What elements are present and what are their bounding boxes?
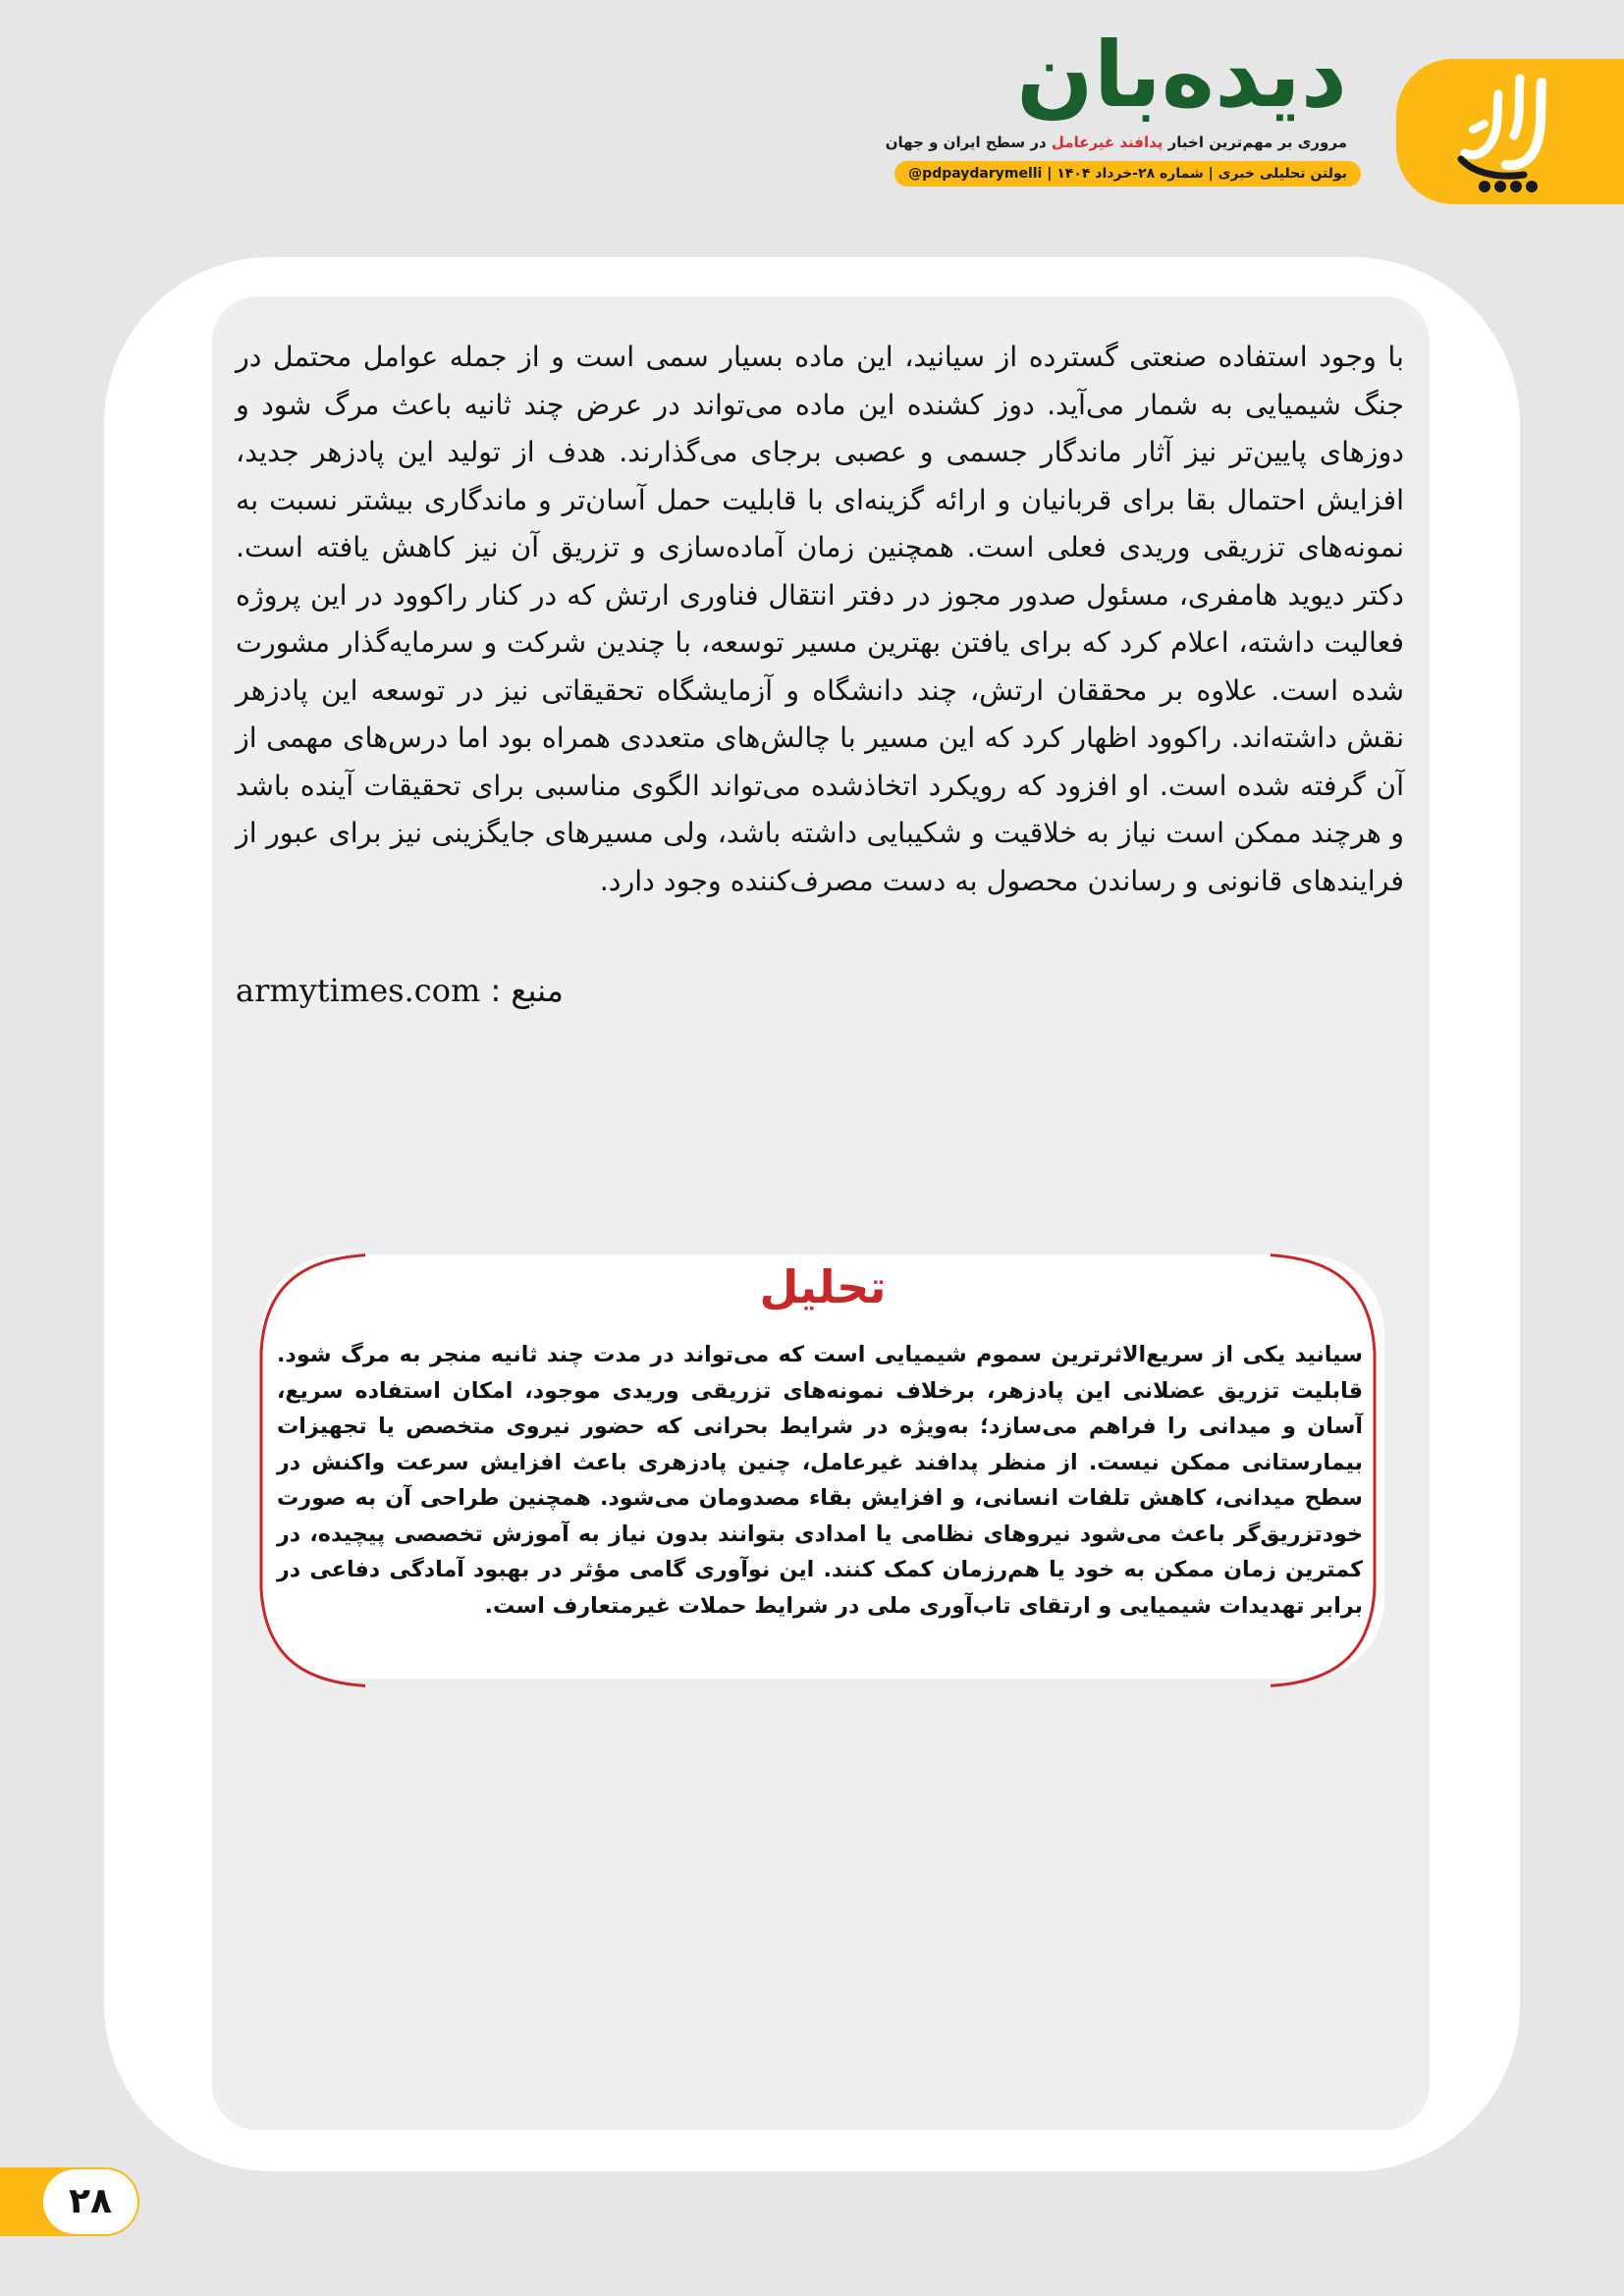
page-number: ۲۸ (43, 2169, 137, 2234)
masthead-tagline (885, 133, 1347, 151)
tagline-after: در سطح ایران و جهان (885, 133, 1047, 151)
article-source (236, 972, 785, 1009)
analysis-body: سیانید یکی از سریع‌الاثرترین سموم شیمیایی است که می‌تواند در مدت چند ثانیه منجر به مرگ شود. قابلیت تزریق عضلانی این پادزهر، برخلاف نمونه‌های تزریقی وریدی موجود، امکان استفاده سریع، آسان و میدانی را فراهم می‌سازد؛ به‌ویژه در شرایط بحرانی که حضور نیروی متخصص یا تجهیزات بیمارستانی ممکن نیست. از منظر پدافند غیرعامل، چنین پادزهری باعث افزایش سرعت واکنش در سطح میدانی، کاهش تلفات انسانی، و افزایش بقاء مصدومان می‌شود. همچنین طراحی آن به صورت خودتزریق‌گر باعث می‌شود نیروهای نظامی یا امدادی بتوانند بدون نیاز به آموزش تخصصی پیچیده، در کمترین زمان ممکن به خود یا هم‌رزمان کمک کنند. این نوآوری گامی مؤثر در بهبود آمادگی دفاعی در برابر تهدیدات شیمیایی و ارتقای تاب‌آوری ملی در شرایط حملات غیرمتعارف است. (277, 1342, 1363, 1619)
source-link[interactable]: armytimes.com (236, 972, 481, 1009)
issue-info-badge (894, 161, 1361, 187)
brand-logo-badge (1396, 59, 1624, 204)
tagline-before: مروری بر مهم‌ترین اخبار (1167, 133, 1347, 151)
social-handle[interactable]: @pdpaydarymelli (908, 166, 1043, 182)
brand-logo-icon (1434, 65, 1581, 202)
article-body: با وجود استفاده صنعتی گسترده از سیانید، این ماده بسیار سمی است و از جمله عوامل محتمل در جنگ شیمیایی به شمار می‌آید. دوز کشنده این ماده می‌تواند در عرض چند ثانیه باعث مرگ شود و دوزهای پایین‌تر نیز آثار ماندگار جسمی و عصبی برجای می‌گذارند. هدف از تولید این پادزهر جدید، افزایش احتمال بقا برای قربانیان و ارائه گزینه‌ای با قابلیت حمل آسان‌تر و ماندگاری بیشتر نسبت به نمونه‌های تزریقی وریدی فعلی است. همچنین زمان آماده‌سازی و تزریق آن نیز کاهش یافته است. دکتر دیوید هامفری، مسئول صدور مجوز در دفتر انتقال فناوری ارتش که در کنار راکوود در این پروژه فعالیت داشته، اعلام کرد که برای یافتن بهترین مسیر توسعه، با چندین شرکت و سرمایه‌گذار مشورت شده است. علاوه بر محققان ارتش، چند دانشگاه و آزمایشگاه تحقیقاتی نیز در توسعه این پادزهر نقش داشته‌اند. راکوود اظهار کرد که این مسیر با چالش‌های متعددی همراه بود اما درس‌های مهمی از آن گرفته شده است. او افزود که رویکرد اتخاذشده می‌تواند الگوی مناسبی برای تحقیقات آینده باشد و هرچند ممکن است نیاز به خلاقیت و شکیبایی داشته باشد، ولی مسیرهای جایگزینی نیز برای عبور از فرایندهای قانونی و رساندن محصول به دست مصرف‌کننده وجود دارد. (236, 341, 1404, 897)
source-label: منبع : (490, 972, 564, 1009)
tagline-highlight: پدافند غیرعامل (1051, 133, 1164, 151)
masthead (885, 22, 1365, 208)
analysis-title: تحلیل (759, 1260, 887, 1313)
header-decorative-stripes (120, 86, 933, 175)
magazine-title: دیده‌بان (1016, 23, 1347, 128)
issue-info: بولتن تحلیلی خبری | شماره ۲۸-خرداد ۱۴۰۴ | (1047, 166, 1347, 182)
